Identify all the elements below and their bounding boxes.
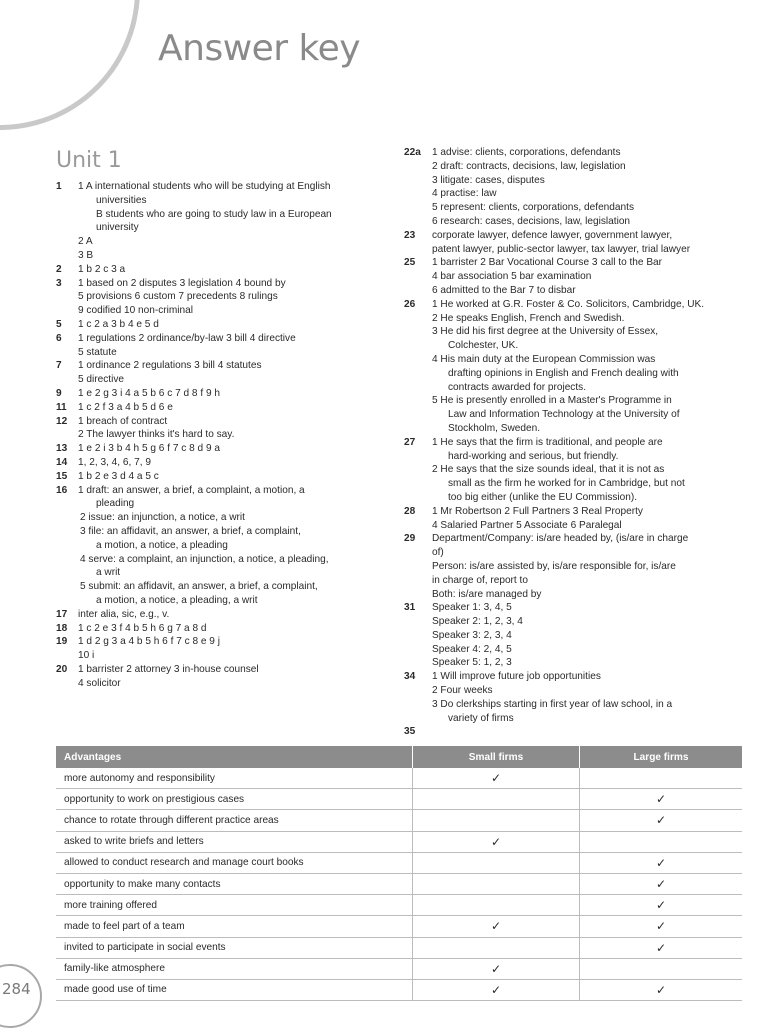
table-row (56, 937, 742, 958)
answer-line (56, 539, 386, 553)
answer-line (404, 629, 744, 643)
answer-text: 1 He says that the firm is traditional, and people are (432, 436, 663, 448)
answer-text: a motion, a notice, a pleading (96, 539, 228, 551)
answer-text: Stockholm, Sweden. (448, 422, 541, 434)
answer-line (404, 615, 744, 629)
answer-line (404, 560, 744, 574)
large-firm-check: ✓ (580, 937, 743, 958)
small-firm-check (413, 873, 580, 894)
answer-line (56, 677, 386, 691)
answer-text: Speaker 5: 1, 2, 3 (432, 657, 512, 669)
answer-text: 1 d 2 g 3 a 4 b 5 h 6 f 7 c 8 e 9 j (78, 636, 220, 648)
answer-text: 1 c 2 f 3 a 4 b 5 d 6 e (78, 401, 173, 413)
answer-line (56, 415, 386, 429)
answer-text: 1, 2, 3, 4, 6, 7, 9 (78, 456, 151, 468)
answer-line (56, 525, 386, 539)
answer-line (56, 622, 386, 636)
answer-text: university (96, 222, 139, 234)
large-firm-check: ✓ (580, 873, 743, 894)
answer-text: 4 solicitor (78, 677, 121, 689)
table-header-row (56, 746, 742, 768)
answer-text: 1 c 2 e 3 f 4 b 5 h 6 g 7 a 8 d (78, 622, 207, 634)
question-number: 20 (56, 663, 68, 675)
large-firm-check (580, 768, 743, 789)
question-number: 35 (404, 726, 416, 738)
answer-text: 4 serve: a complaint, an injunction, a notice, a pleading, (80, 553, 329, 565)
answer-text: 1 b 2 c 3 a (78, 263, 126, 275)
answer-line (56, 456, 386, 470)
question-number: 6 (56, 332, 62, 344)
question-number: 12 (56, 415, 68, 427)
answer-line (404, 339, 744, 353)
question-number: 18 (56, 622, 68, 634)
answer-text: hard-working and serious, but friendly. (448, 450, 619, 462)
answer-text: Person: is/are assisted by, is/are responsible for, is/are (432, 560, 676, 572)
answer-text: 3 B (78, 249, 94, 261)
answer-line (404, 229, 744, 243)
answer-line (404, 519, 744, 533)
answer-line (56, 290, 386, 304)
left-answer-column (56, 180, 386, 690)
answer-line (404, 491, 744, 505)
answer-line (56, 318, 386, 332)
answer-text: 2 The lawyer thinks it's hard to say. (78, 429, 235, 441)
answer-text: 1 b 2 e 3 d 4 a 5 c (78, 470, 159, 482)
answer-line (56, 249, 386, 263)
answer-line (404, 725, 744, 739)
answer-text: 3 litigate: cases, disputes (432, 174, 545, 186)
advantage-label: more training offered (56, 895, 413, 916)
table-row (56, 958, 742, 979)
answer-line (56, 235, 386, 249)
answer-text: Speaker 4: 2, 4, 5 (432, 643, 512, 655)
advantage-label: opportunity to work on prestigious cases (56, 789, 413, 810)
answer-text: 5 He is presently enrolled in a Master's Programme in (432, 395, 672, 407)
answer-text: 4 His main duty at the European Commission was (432, 353, 656, 365)
answer-line (404, 546, 744, 560)
table-row (56, 789, 742, 810)
large-firm-check: ✓ (580, 916, 743, 937)
answer-text: Law and Information Technology at the University of (448, 409, 680, 421)
answer-text: 3 file: an affidavit, an answer, a brief, a complaint, (80, 525, 301, 537)
answer-line (404, 325, 744, 339)
answer-text: corporate lawyer, defence lawyer, government lawyer, (432, 229, 673, 241)
table-row (56, 895, 742, 916)
answer-text: 1 A international students who will be studying at English (78, 181, 331, 192)
answer-line (404, 160, 744, 174)
small-firm-check: ✓ (413, 979, 580, 1000)
question-number: 29 (404, 533, 416, 545)
question-number: 34 (404, 671, 416, 683)
answer-text: 5 submit: an affidavit, an answer, a brief, a complaint, (80, 581, 318, 593)
answer-line (56, 497, 386, 511)
answer-line (404, 712, 744, 726)
answer-text: 2 He says that the size sounds ideal, that it is not as (432, 464, 665, 476)
answer-text: too big either (unlike the EU Commission). (448, 491, 638, 503)
answer-text: universities (96, 194, 147, 206)
small-firm-check: ✓ (413, 831, 580, 852)
answer-text: 1 barrister 2 attorney 3 in-house counsel (78, 663, 259, 675)
question-number: 14 (56, 456, 68, 468)
answer-line (404, 270, 744, 284)
answer-line (404, 588, 744, 602)
right-answer-column (404, 146, 744, 739)
answer-line (404, 450, 744, 464)
question-number: 3 (56, 277, 62, 289)
table-row (56, 768, 742, 789)
answer-line (404, 532, 744, 546)
answer-line (56, 566, 386, 580)
answer-line (404, 201, 744, 215)
answer-line (56, 428, 386, 442)
answer-line (404, 187, 744, 201)
answer-line (404, 422, 744, 436)
answer-line (56, 373, 386, 387)
answer-text: patent lawyer, public-sector lawyer, tax lawyer, trial lawyer (432, 243, 691, 255)
answer-text: drafting opinions in English and French dealing with (448, 367, 679, 379)
answer-line (56, 635, 386, 649)
answer-text: 3 He did his first degree at the University of Essex, (432, 326, 659, 338)
question-number: 13 (56, 443, 68, 455)
advantages-table (56, 746, 742, 1001)
answer-text: 5 provisions 6 custom 7 precedents 8 rulings (78, 291, 278, 303)
answer-text: small as the firm he worked for in Cambridge, but not (448, 478, 685, 490)
advantage-label: asked to write briefs and letters (56, 831, 413, 852)
answer-text: Speaker 3: 2, 3, 4 (432, 629, 512, 641)
answer-text: of) (432, 547, 444, 559)
unit-heading: Unit 1 (56, 148, 122, 173)
answer-text: 6 research: cases, decisions, law, legislation (432, 215, 631, 227)
answer-line (404, 463, 744, 477)
answer-line (56, 484, 386, 498)
answer-text: 6 admitted to the Bar 7 to disbar (432, 284, 576, 296)
question-number: 26 (404, 298, 416, 310)
answer-text: 1 based on 2 disputes 3 legislation 4 bound by (78, 277, 286, 289)
answer-text: 1 regulations 2 ordinance/by-law 3 bill 4 directive (78, 332, 296, 344)
small-firm-check (413, 895, 580, 916)
large-firm-check: ✓ (580, 789, 743, 810)
answer-line (404, 656, 744, 670)
advantage-label: made good use of time (56, 979, 413, 1000)
answer-text: 1 c 2 a 3 b 4 e 5 d (78, 318, 159, 330)
answer-line (404, 284, 744, 298)
answer-line (56, 263, 386, 277)
question-number: 22a (404, 147, 421, 158)
answer-text: variety of firms (448, 712, 514, 724)
answer-line (404, 298, 744, 312)
small-firm-check (413, 810, 580, 831)
answer-line (404, 381, 744, 395)
question-number: 25 (404, 257, 416, 269)
answer-line (56, 401, 386, 415)
table-row (56, 810, 742, 831)
question-number: 23 (404, 229, 416, 241)
answer-text: 5 represent: clients, corporations, defendants (432, 202, 634, 214)
answer-line (404, 367, 744, 381)
large-firm-check: ✓ (580, 852, 743, 873)
question-number: 1 (56, 181, 62, 192)
answer-line (56, 470, 386, 484)
answer-text: 3 Do clerkships starting in first year of law school, in a (432, 698, 673, 710)
small-firm-check (413, 937, 580, 958)
question-number: 7 (56, 360, 62, 372)
large-firm-check (580, 958, 743, 979)
answer-line (56, 346, 386, 360)
answer-text: 10 i (78, 650, 95, 662)
answer-text: 4 bar association 5 bar examination (432, 271, 592, 283)
answer-text: contracts awarded for projects. (448, 381, 587, 393)
advantage-label: invited to participate in social events (56, 937, 413, 958)
answer-text: Speaker 1: 3, 4, 5 (432, 602, 512, 614)
answer-text: 2 issue: an injunction, a notice, a writ (80, 512, 245, 524)
answer-text: 1 draft: an answer, a brief, a complaint, a motion, a (78, 484, 305, 496)
answer-text: Department/Company: is/are headed by, (is/are in charge (432, 533, 689, 545)
answer-line (404, 436, 744, 450)
small-firm-check (413, 852, 580, 873)
answer-line (404, 256, 744, 270)
answer-line (56, 359, 386, 373)
large-firm-check (580, 831, 743, 852)
advantage-label: more autonomy and responsibility (56, 768, 413, 789)
answer-line (404, 574, 744, 588)
page-title: Answer key (158, 28, 361, 69)
question-number: 16 (56, 484, 68, 496)
answer-line (56, 180, 386, 194)
table-row (56, 916, 742, 937)
answer-text: 1 Will improve future job opportunities (432, 671, 601, 683)
answer-line (404, 353, 744, 367)
small-firm-check (413, 789, 580, 810)
answer-line (56, 663, 386, 677)
answer-line (404, 146, 744, 160)
answer-line (56, 580, 386, 594)
small-firm-check: ✓ (413, 916, 580, 937)
answer-line (404, 670, 744, 684)
question-number: 9 (56, 387, 62, 399)
table-row (56, 979, 742, 1000)
answer-line (404, 394, 744, 408)
answer-line (404, 601, 744, 615)
answer-text: 1 e 2 i 3 b 4 h 5 g 6 f 7 c 8 d 9 a (78, 443, 220, 455)
question-number: 2 (56, 263, 62, 275)
answer-line (56, 649, 386, 663)
answer-text: Speaker 2: 1, 2, 3, 4 (432, 616, 523, 628)
large-firm-check: ✓ (580, 810, 743, 831)
question-number: 11 (56, 401, 67, 413)
advantage-label: made to feel part of a team (56, 916, 413, 937)
answer-line (404, 505, 744, 519)
answer-text: Colchester, UK. (448, 340, 519, 352)
header-advantages: Advantages (56, 746, 413, 768)
answer-text: 1 Mr Robertson 2 Full Partners 3 Real Property (432, 505, 643, 517)
answer-text: 9 codified 10 non-criminal (78, 305, 194, 317)
answer-line (56, 221, 386, 235)
advantage-label: opportunity to make many contacts (56, 873, 413, 894)
answer-text: 1 breach of contract (78, 415, 168, 427)
answer-text: 2 A (78, 236, 93, 248)
question-number: 27 (404, 436, 416, 448)
answer-line (56, 208, 386, 222)
answer-line (56, 553, 386, 567)
table-row (56, 852, 742, 873)
table-row (56, 873, 742, 894)
question-number: 19 (56, 636, 68, 648)
answer-line (56, 608, 386, 622)
answer-line (56, 387, 386, 401)
answer-line (404, 408, 744, 422)
answer-text: Both: is/are managed by (432, 588, 542, 600)
large-firm-check: ✓ (580, 979, 743, 1000)
answer-text: 5 statute (78, 346, 117, 358)
answer-text: pleading (96, 498, 135, 510)
answer-text: 5 directive (78, 374, 125, 386)
question-number: 5 (56, 318, 62, 330)
answer-line (404, 215, 744, 229)
header-small-firms: Small firms (413, 746, 580, 768)
answer-line (56, 194, 386, 208)
answer-line (404, 477, 744, 491)
answer-text: 1 He worked at G.R. Foster & Co. Solicitors, Cambridge, UK. (432, 298, 705, 310)
answer-line (56, 442, 386, 456)
answer-text: inter alia, sic, e.g., v. (78, 608, 170, 620)
answer-line (56, 332, 386, 346)
answer-text: 1 e 2 g 3 i 4 a 5 b 6 c 7 d 8 f 9 h (78, 387, 220, 399)
table-row (56, 831, 742, 852)
question-number: 15 (56, 470, 68, 482)
page-number: 284 (2, 980, 31, 998)
answer-text: B students who are going to study law in a European (96, 208, 332, 220)
answer-text: 1 barrister 2 Bar Vocational Course 3 call to the Bar (432, 257, 663, 269)
advantage-label: family-like atmosphere (56, 958, 413, 979)
small-firm-check: ✓ (413, 768, 580, 789)
answer-line (56, 594, 386, 608)
answer-text: 4 Salaried Partner 5 Associate 6 Paralegal (432, 519, 622, 531)
question-number: 31 (404, 602, 416, 614)
answer-line (404, 243, 744, 257)
advantage-label: chance to rotate through different practice areas (56, 810, 413, 831)
answer-text: 2 Four weeks (432, 685, 493, 697)
answer-text: 2 draft: contracts, decisions, law, legislation (432, 160, 626, 172)
answer-line (404, 643, 744, 657)
answer-line (404, 684, 744, 698)
answer-text: a motion, a notice, a pleading, a writ (96, 594, 258, 606)
answer-line (56, 304, 386, 318)
answer-text: in charge of, report to (432, 574, 528, 586)
answer-line (56, 511, 386, 525)
answer-line (404, 698, 744, 712)
answer-text: 4 practise: law (432, 188, 497, 200)
answer-text: 2 He speaks English, French and Swedish. (432, 312, 625, 324)
answer-text: 1 advise: clients, corporations, defendants (432, 147, 621, 158)
answer-text: 1 ordinance 2 regulations 3 bill 4 statutes (78, 360, 262, 372)
large-firm-check: ✓ (580, 895, 743, 916)
question-number: 17 (56, 608, 68, 620)
advantage-label: allowed to conduct research and manage court books (56, 852, 413, 873)
answer-line (404, 312, 744, 326)
header-large-firms: Large firms (580, 746, 743, 768)
decorative-arc (0, 0, 162, 152)
answer-line (56, 277, 386, 291)
answer-line (404, 174, 744, 188)
question-number: 28 (404, 505, 416, 517)
small-firm-check: ✓ (413, 958, 580, 979)
answer-text: a writ (96, 567, 121, 579)
